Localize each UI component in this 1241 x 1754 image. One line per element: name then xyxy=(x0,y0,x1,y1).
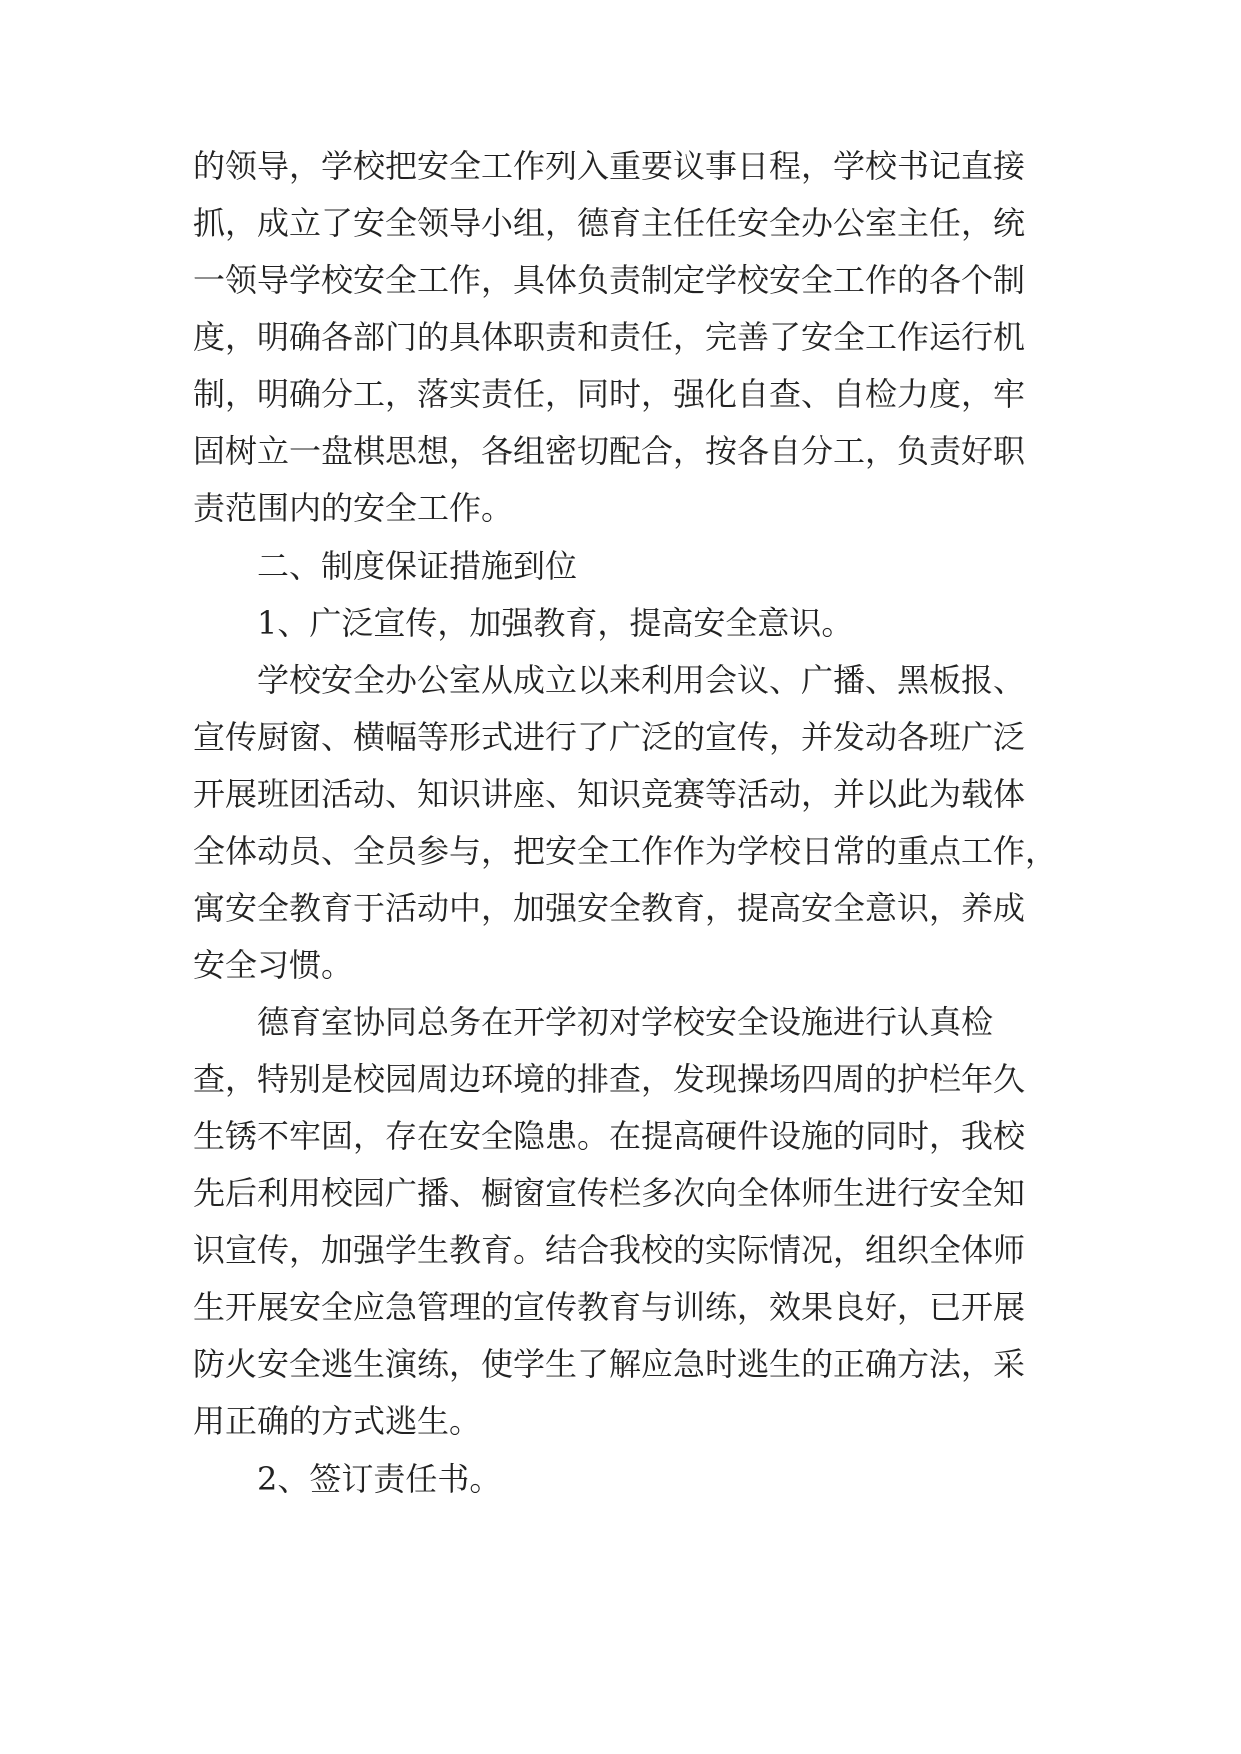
section-heading: 二、制度保证措施到位 xyxy=(257,547,578,585)
text-line: 制，明确分工，落实责任，同时，强化自查、自检力度，牢 xyxy=(193,375,1026,413)
text-line: 责范围内的安全工作。 xyxy=(193,489,514,527)
text-line: 抓，成立了安全领导小组，德育主任任安全办公室主任，统 xyxy=(193,204,1026,242)
text-line: 寓安全教育于活动中，加强安全教育，提高安全意识，养成 xyxy=(193,889,1026,927)
text-line: 的领导，学校把安全工作列入重要议事日程，学校书记直接 xyxy=(193,147,1026,185)
text-line: 固树立一盘棋思想，各组密切配合，按各自分工，负责好职 xyxy=(193,432,1026,470)
subsection-heading: 1、广泛宣传，加强教育，提高安全意识。 xyxy=(257,604,854,642)
text-line: 度，明确各部门的具体职责和责任，完善了安全工作运行机 xyxy=(193,318,1026,356)
text-line: 先后利用校园广播、橱窗宣传栏多次向全体师生进行安全知 xyxy=(193,1174,1026,1212)
text-line: 一领导学校安全工作，具体负责制定学校安全工作的各个制 xyxy=(193,261,1026,299)
text-line: 防火安全逃生演练，使学生了解应急时逃生的正确方法，采 xyxy=(193,1345,1026,1383)
text-line: 德育室协同总务在开学初对学校安全设施进行认真检 xyxy=(257,1003,994,1041)
text-line: 用正确的方式逃生。 xyxy=(193,1402,482,1440)
subsection-heading: 2、签订责任书。 xyxy=(257,1460,502,1498)
text-line: 识宣传，加强学生教育。结合我校的实际情况，组织全体师 xyxy=(193,1231,1026,1269)
text-line: 全体动员、全员参与，把安全工作作为学校日常的重点工作， xyxy=(193,832,1058,870)
text-line: 查，特别是校园周边环境的排查，发现操场四周的护栏年久 xyxy=(193,1060,1026,1098)
text-line: 生锈不牢固，存在安全隐患。在提高硬件设施的同时，我校 xyxy=(193,1117,1026,1155)
text-line: 开展班团活动、知识讲座、知识竞赛等活动，并以此为载体 xyxy=(193,775,1026,813)
text-line: 宣传厨窗、横幅等形式进行了广泛的宣传，并发动各班广泛 xyxy=(193,718,1026,756)
text-line: 生开展安全应急管理的宣传教育与训练，效果良好，已开展 xyxy=(193,1288,1026,1326)
text-line: 学校安全办公室从成立以来利用会议、广播、黑板报、 xyxy=(257,661,1026,699)
text-line: 安全习惯。 xyxy=(193,946,354,984)
